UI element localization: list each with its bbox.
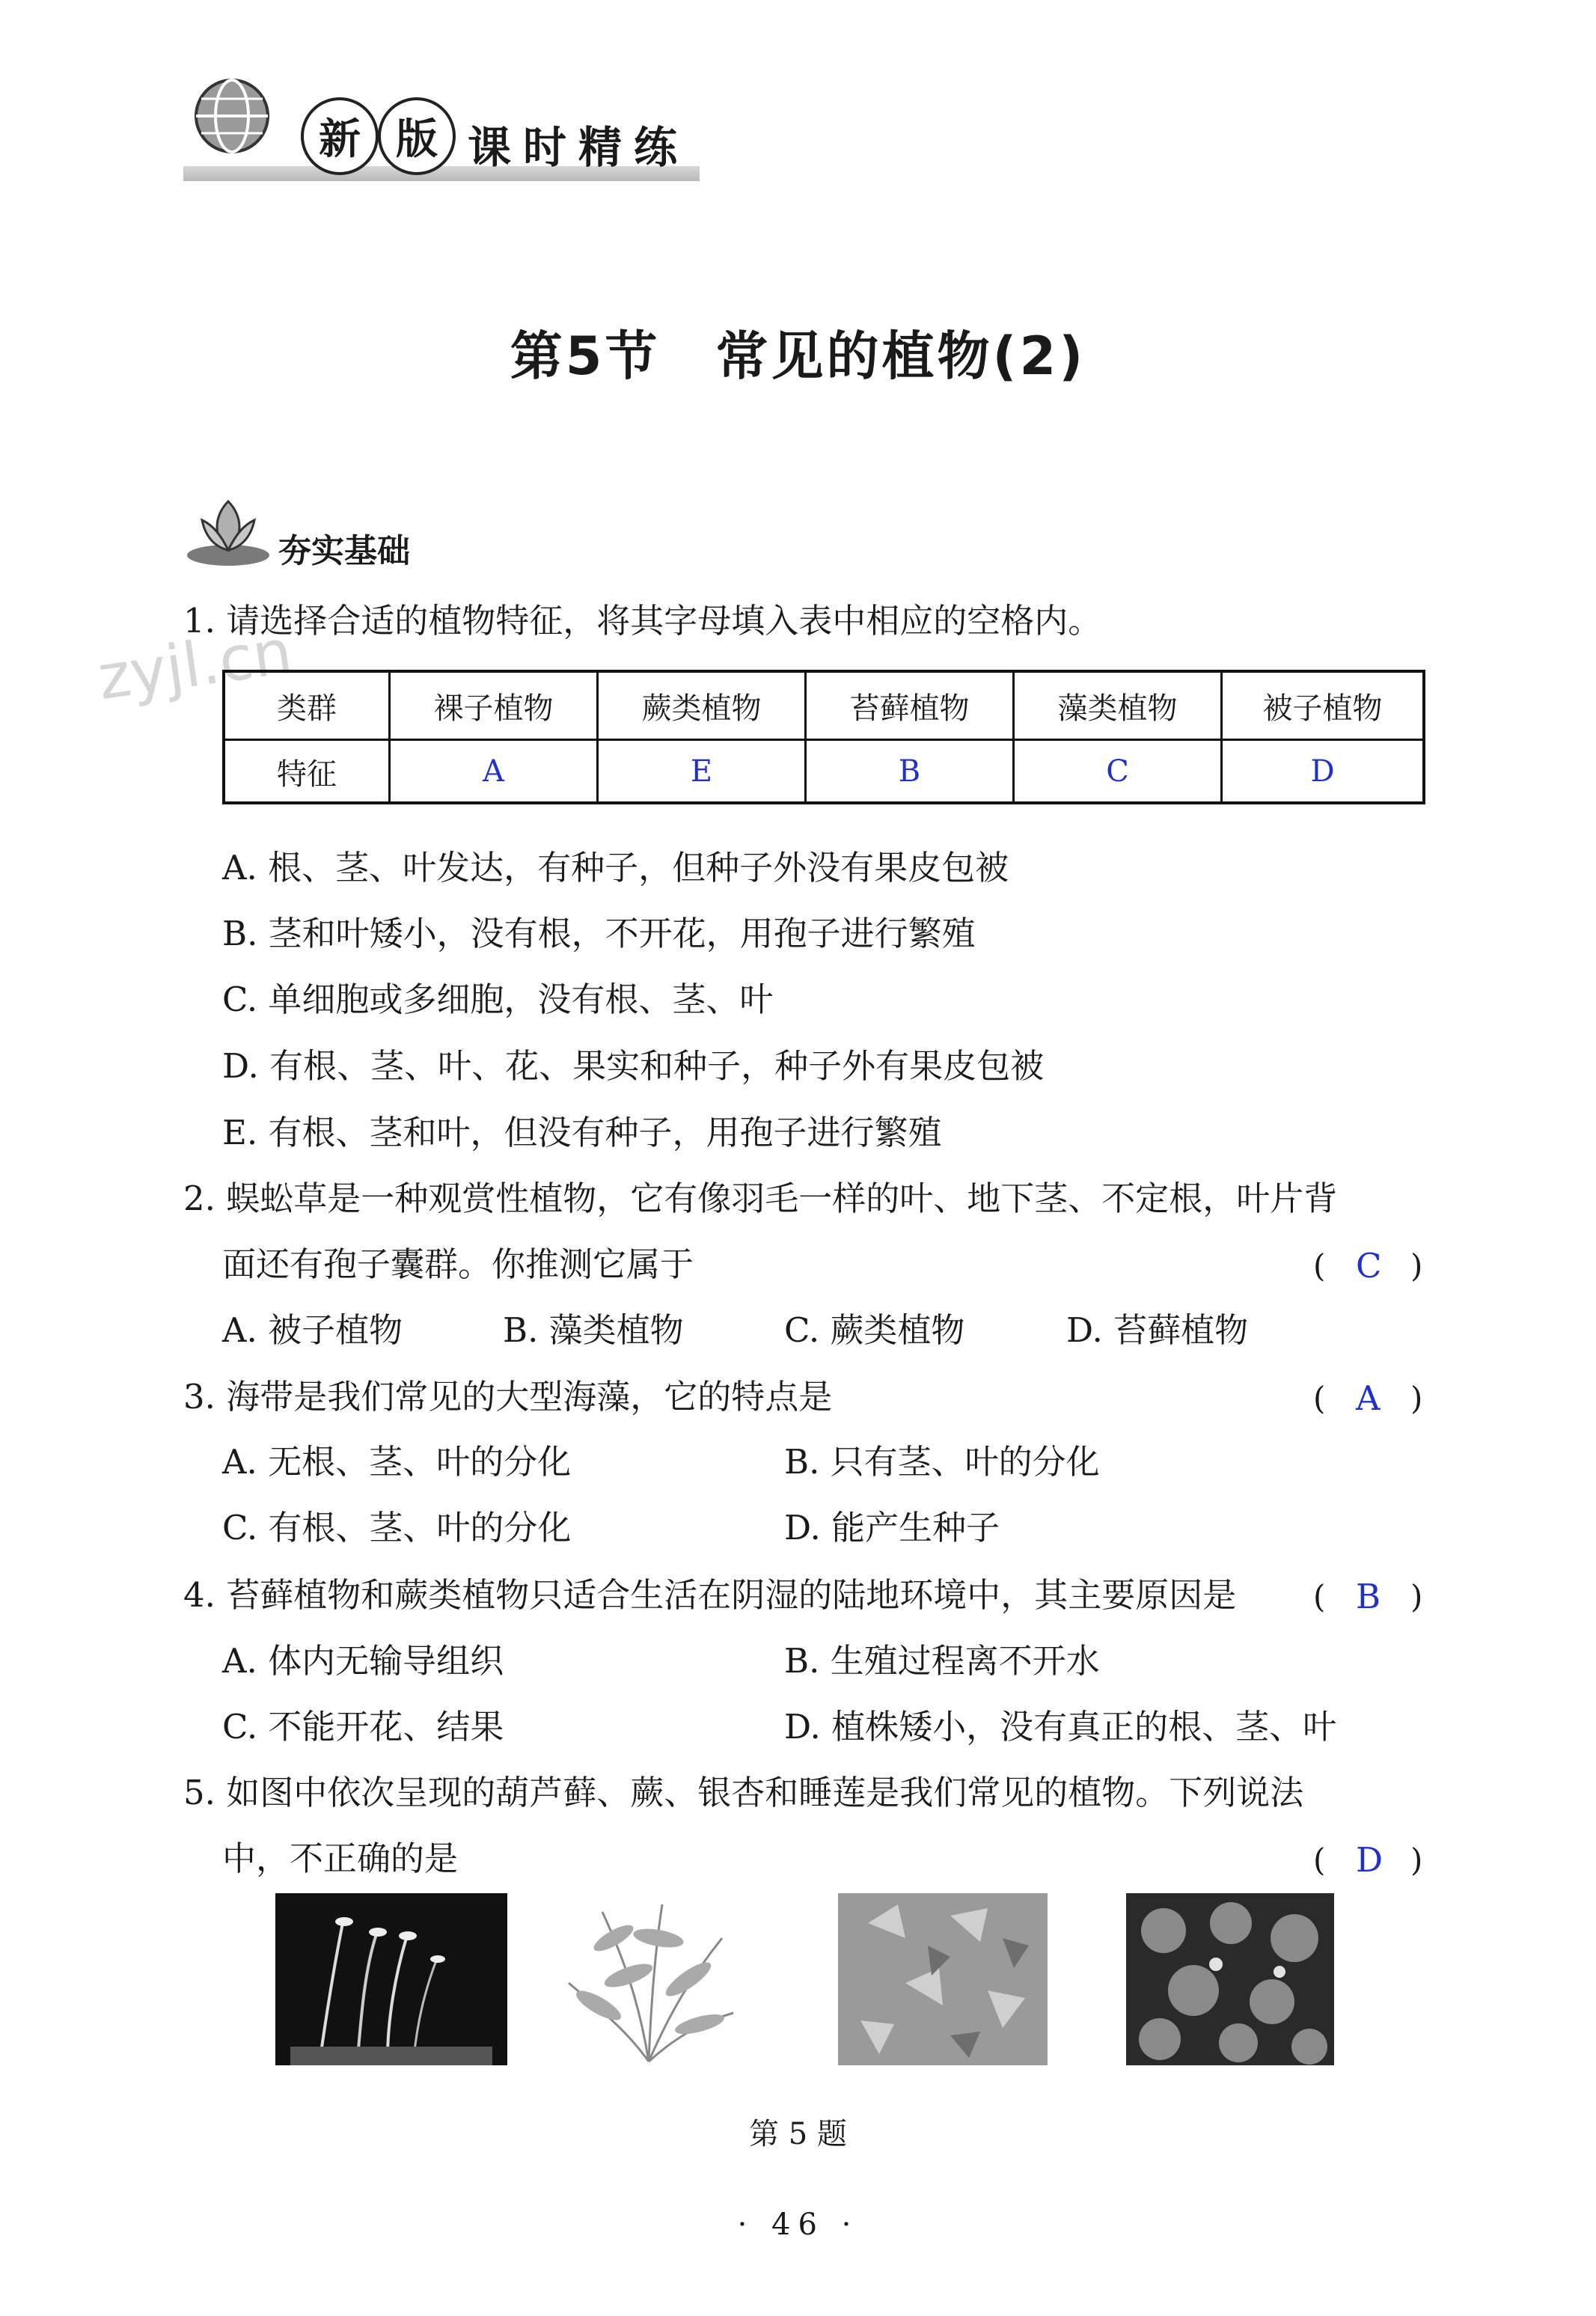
q1-option-b: B. 茎和叶矮小，没有根，不开花，用孢子进行繁殖 [222,914,976,953]
q1-option-e: E. 有根、茎和叶，但没有种子，用孢子进行繁殖 [222,1113,942,1152]
table-group-cell: 藻类植物 [1057,691,1178,726]
table-row-label: 特征 [277,757,337,792]
q5-paren-close: ) [1410,1842,1423,1878]
table-answer-cell: A [483,754,504,789]
table-group-cell: 蕨类植物 [641,691,762,726]
question-5-stem-cont: 中，不正确的是 [222,1839,459,1878]
lotus-icon [183,486,273,569]
table-answer-cell: B [898,754,921,789]
q4-answer: B [1356,1577,1381,1616]
q2-paren-close: ) [1410,1247,1423,1284]
q3-paren-open: ( [1313,1380,1326,1417]
q3-option-d: D. 能产生种子 [784,1508,1000,1547]
q4-paren-open: ( [1313,1578,1326,1615]
q2-answer: C [1356,1246,1382,1286]
q3-answer: A [1356,1378,1381,1418]
page-title: 第5节 常见的植物(2) [510,326,1086,387]
page-number: · 46 · [737,2207,859,2242]
question-5-stem: 5. 如图中依次呈现的葫芦藓、蕨、银杏和睡莲是我们常见的植物。下列说法 [183,1773,1304,1812]
table-header-label: 类群 [277,691,337,726]
table-answer-cell: D [1310,754,1335,789]
question-3-stem: 3. 海带是我们常见的大型海藻，它的特点是 [183,1377,833,1417]
q4-option-c: C. 不能开花、结果 [222,1707,504,1747]
q3-option-a: A. 无根、茎、叶的分化 [222,1442,572,1482]
q3-paren-close: ) [1410,1380,1423,1417]
q4-option-a: A. 体内无输导组织 [222,1641,504,1681]
q2-option-d: D. 苔藓植物 [1066,1310,1249,1350]
q2-paren-open: ( [1313,1247,1326,1284]
globe-icon [191,75,273,157]
moss-photo [275,1893,507,2065]
q4-paren-close: ) [1410,1578,1423,1615]
q5-paren-open: ( [1313,1842,1326,1878]
q1-table [222,670,1425,804]
table-answer-cell: C [1106,754,1129,789]
q2-option-a: A. 被子植物 [222,1310,403,1350]
ginkgo-photo [838,1893,1048,2065]
q3-option-b: B. 只有茎、叶的分化 [784,1442,1100,1482]
watermark: zyjl.cn [94,616,296,715]
q2-option-c: C. 蕨类植物 [784,1310,965,1350]
fern-drawing [557,1893,741,2065]
q1-option-c: C. 单细胞或多细胞，没有根、茎、叶 [222,980,774,1019]
header-badge-new: 新 [301,97,379,175]
table-answer-cell: E [690,754,713,789]
question-1-stem: 1. 请选择合适的植物特征，将其字母填入表中相应的空格内。 [183,601,1102,641]
question-2-stem-cont: 面还有孢子囊群。你推测它属于 [222,1244,694,1284]
q2-option-b: B. 藻类植物 [503,1310,684,1350]
header-badge-edition: 版 [378,97,456,175]
q4-option-b: B. 生殖过程离不开水 [784,1641,1100,1681]
question-4-stem: 4. 苔藓植物和蕨类植物只适合生活在阴湿的陆地环境中，其主要原因是 [183,1575,1237,1615]
question-2-stem: 2. 蜈蚣草是一种观赏性植物，它有像羽毛一样的叶、地下茎、不定根，叶片背 [183,1179,1338,1218]
header-title: 课时精练 [468,122,690,173]
q5-answer: D [1356,1840,1383,1880]
q1-option-d: D. 有根、茎、叶、花、果实和种子，种子外有果皮包被 [222,1046,1045,1086]
table-group-cell: 被子植物 [1262,691,1383,726]
section-label: 夯实基础 [278,532,410,570]
table-group-cell: 裸子植物 [433,691,554,726]
water-lily-photo [1126,1893,1334,2065]
table-group-cell: 苔藓植物 [849,691,970,726]
q1-option-a: A. 根、茎、叶发达，有种子，但种子外没有果皮包被 [222,848,1009,887]
q3-option-c: C. 有根、茎、叶的分化 [222,1508,572,1547]
figure-caption: 第 5 题 [749,2117,847,2151]
q4-option-d: D. 植株矮小，没有真正的根、茎、叶 [784,1707,1337,1747]
